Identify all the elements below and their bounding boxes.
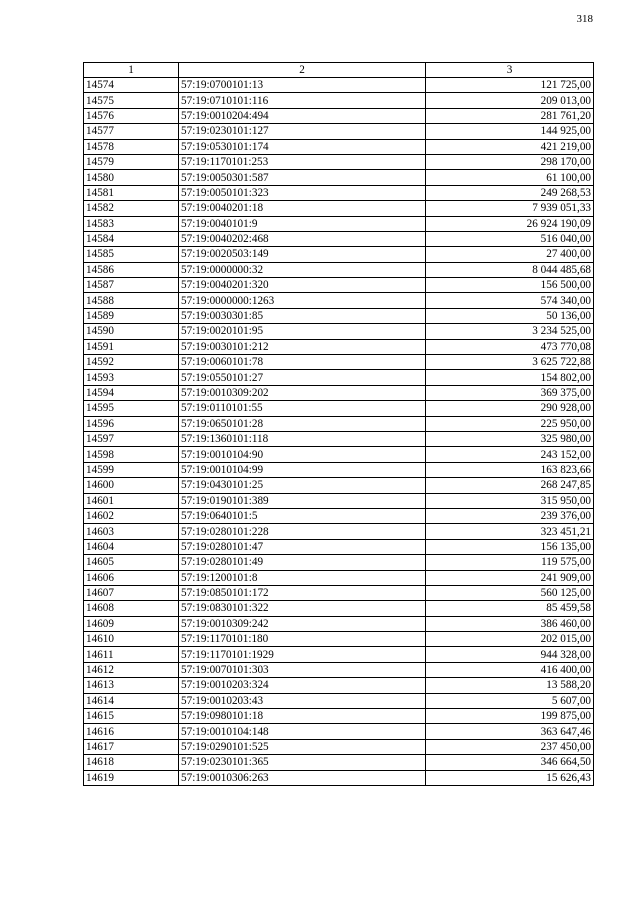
- table-row: [84, 570, 594, 585]
- row-number-cell: 14581: [84, 185, 179, 200]
- cadastral-number-cell: 57:19:0000000:32: [179, 262, 426, 277]
- registry-table: [83, 62, 594, 786]
- row-number-cell: 14575: [84, 93, 179, 108]
- value-cell: 290 928,00: [426, 401, 594, 416]
- row-number-cell: 14612: [84, 662, 179, 677]
- row-number-cell: 14616: [84, 724, 179, 739]
- value-cell: 61 100,00: [426, 170, 594, 185]
- value-cell: 3 625 722,88: [426, 355, 594, 370]
- table-row: [84, 370, 594, 385]
- table-row: [84, 308, 594, 323]
- table-header: [84, 63, 594, 78]
- value-cell: 363 647,46: [426, 724, 594, 739]
- cadastral-number-cell: 57:19:0230101:127: [179, 124, 426, 139]
- table-row: [84, 585, 594, 600]
- cadastral-number-cell: 57:19:0010309:242: [179, 616, 426, 631]
- row-number-cell: 14600: [84, 478, 179, 493]
- row-number-cell: 14580: [84, 170, 179, 185]
- value-cell: 50 136,00: [426, 308, 594, 323]
- row-number-cell: 14609: [84, 616, 179, 631]
- row-number-cell: 14574: [84, 78, 179, 93]
- row-number-cell: 14615: [84, 709, 179, 724]
- row-number-cell: 14579: [84, 154, 179, 169]
- value-cell: 237 450,00: [426, 739, 594, 754]
- table-row: [84, 339, 594, 354]
- cadastral-number-cell: 57:19:0040202:468: [179, 231, 426, 246]
- row-number-cell: 14596: [84, 416, 179, 431]
- cadastral-number-cell: 57:19:0280101:47: [179, 539, 426, 554]
- cadastral-number-cell: 57:19:0830101:322: [179, 601, 426, 616]
- table-row: [84, 601, 594, 616]
- row-number-cell: 14598: [84, 447, 179, 462]
- row-number-cell: 14592: [84, 355, 179, 370]
- cadastral-number-cell: 57:19:1170101:253: [179, 154, 426, 169]
- row-number-cell: 14599: [84, 462, 179, 477]
- row-number-cell: 14617: [84, 739, 179, 754]
- value-cell: 5 607,00: [426, 693, 594, 708]
- cadastral-number-cell: 57:19:0030101:212: [179, 339, 426, 354]
- row-number-cell: 14590: [84, 324, 179, 339]
- table-row: [84, 201, 594, 216]
- value-cell: 386 460,00: [426, 616, 594, 631]
- value-cell: 323 451,21: [426, 524, 594, 539]
- table-row: [84, 401, 594, 416]
- table-row: [84, 124, 594, 139]
- row-number-cell: 14578: [84, 139, 179, 154]
- cadastral-number-cell: 57:19:0010104:99: [179, 462, 426, 477]
- table-row: [84, 139, 594, 154]
- value-cell: 202 015,00: [426, 632, 594, 647]
- table-row: [84, 231, 594, 246]
- value-cell: 944 328,00: [426, 647, 594, 662]
- header-col-2: 2: [179, 63, 426, 78]
- value-cell: 325 980,00: [426, 431, 594, 446]
- table-row: [84, 555, 594, 570]
- table-row: [84, 739, 594, 754]
- row-number-cell: 14597: [84, 431, 179, 446]
- cadastral-number-cell: 57:19:1170101:180: [179, 632, 426, 647]
- table-row: [84, 508, 594, 523]
- cadastral-number-cell: 57:19:0040101:9: [179, 216, 426, 231]
- table-row: [84, 108, 594, 123]
- value-cell: 416 400,00: [426, 662, 594, 677]
- cadastral-number-cell: 57:19:0530101:174: [179, 139, 426, 154]
- row-number-cell: 14611: [84, 647, 179, 662]
- table-row: [84, 78, 594, 93]
- cadastral-number-cell: 57:19:0640101:5: [179, 508, 426, 523]
- value-cell: 473 770,08: [426, 339, 594, 354]
- value-cell: 268 247,85: [426, 478, 594, 493]
- table-row: [84, 416, 594, 431]
- table-row: [84, 170, 594, 185]
- row-number-cell: 14608: [84, 601, 179, 616]
- row-number-cell: 14582: [84, 201, 179, 216]
- table-row: [84, 755, 594, 770]
- row-number-cell: 14602: [84, 508, 179, 523]
- value-cell: 156 135,00: [426, 539, 594, 554]
- header-col-1: 1: [84, 63, 179, 78]
- cadastral-number-cell: 57:19:0050101:323: [179, 185, 426, 200]
- cadastral-number-cell: 57:19:1200101:8: [179, 570, 426, 585]
- cadastral-number-cell: 57:19:0030301:85: [179, 308, 426, 323]
- value-cell: 119 575,00: [426, 555, 594, 570]
- table-row: [84, 278, 594, 293]
- cadastral-number-cell: 57:19:0020503:149: [179, 247, 426, 262]
- cadastral-number-cell: 57:19:0010306:263: [179, 770, 426, 785]
- value-cell: 346 664,50: [426, 755, 594, 770]
- row-number-cell: 14610: [84, 632, 179, 647]
- cadastral-number-cell: 57:19:0000000:1263: [179, 293, 426, 308]
- table-row: [84, 185, 594, 200]
- cadastral-number-cell: 57:19:1360101:118: [179, 431, 426, 446]
- value-cell: 241 909,00: [426, 570, 594, 585]
- row-number-cell: 14584: [84, 231, 179, 246]
- value-cell: 315 950,00: [426, 493, 594, 508]
- table-row: [84, 447, 594, 462]
- value-cell: 15 626,43: [426, 770, 594, 785]
- value-cell: 243 152,00: [426, 447, 594, 462]
- cadastral-number-cell: 57:19:1170101:1929: [179, 647, 426, 662]
- table-row: [84, 770, 594, 785]
- row-number-cell: 14604: [84, 539, 179, 554]
- table-row: [84, 154, 594, 169]
- value-cell: 154 802,00: [426, 370, 594, 385]
- cadastral-number-cell: 57:19:0550101:27: [179, 370, 426, 385]
- cadastral-number-cell: 57:19:0010203:324: [179, 678, 426, 693]
- table-row: [84, 216, 594, 231]
- table-row: [84, 693, 594, 708]
- cadastral-number-cell: 57:19:0010104:148: [179, 724, 426, 739]
- row-number-cell: 14591: [84, 339, 179, 354]
- value-cell: 281 761,20: [426, 108, 594, 123]
- table-row: [84, 478, 594, 493]
- cadastral-number-cell: 57:19:0710101:116: [179, 93, 426, 108]
- table-row: [84, 355, 594, 370]
- table-row: [84, 647, 594, 662]
- cadastral-number-cell: 57:19:0040201:18: [179, 201, 426, 216]
- cadastral-number-cell: 57:19:0050301:587: [179, 170, 426, 185]
- value-cell: 516 040,00: [426, 231, 594, 246]
- value-cell: 121 725,00: [426, 78, 594, 93]
- cadastral-number-cell: 57:19:0280101:49: [179, 555, 426, 570]
- cadastral-number-cell: 57:19:0010309:202: [179, 385, 426, 400]
- row-number-cell: 14614: [84, 693, 179, 708]
- table-row: [84, 662, 594, 677]
- row-number-cell: 14601: [84, 493, 179, 508]
- row-number-cell: 14595: [84, 401, 179, 416]
- cadastral-number-cell: 57:19:0110101:55: [179, 401, 426, 416]
- table-row: [84, 493, 594, 508]
- value-cell: 574 340,00: [426, 293, 594, 308]
- value-cell: 199 875,00: [426, 709, 594, 724]
- cadastral-number-cell: 57:19:0020101:95: [179, 324, 426, 339]
- row-number-cell: 14585: [84, 247, 179, 262]
- table-row: [84, 678, 594, 693]
- value-cell: 209 013,00: [426, 93, 594, 108]
- value-cell: 421 219,00: [426, 139, 594, 154]
- page-number: 318: [576, 13, 593, 25]
- row-number-cell: 14619: [84, 770, 179, 785]
- header-row: [84, 63, 594, 78]
- table-row: [84, 616, 594, 631]
- row-number-cell: 14606: [84, 570, 179, 585]
- value-cell: 369 375,00: [426, 385, 594, 400]
- value-cell: 27 400,00: [426, 247, 594, 262]
- value-cell: 163 823,66: [426, 462, 594, 477]
- value-cell: 156 500,00: [426, 278, 594, 293]
- value-cell: 239 376,00: [426, 508, 594, 523]
- row-number-cell: 14613: [84, 678, 179, 693]
- table-row: [84, 293, 594, 308]
- row-number-cell: 14594: [84, 385, 179, 400]
- table-row: [84, 93, 594, 108]
- cadastral-number-cell: 57:19:0010104:90: [179, 447, 426, 462]
- table-row: [84, 709, 594, 724]
- cadastral-number-cell: 57:19:0700101:13: [179, 78, 426, 93]
- cadastral-number-cell: 57:19:0070101:303: [179, 662, 426, 677]
- value-cell: 144 925,00: [426, 124, 594, 139]
- table-row: [84, 262, 594, 277]
- cadastral-number-cell: 57:19:0060101:78: [179, 355, 426, 370]
- value-cell: 26 924 190,09: [426, 216, 594, 231]
- table-row: [84, 324, 594, 339]
- cadastral-number-cell: 57:19:0850101:172: [179, 585, 426, 600]
- table-row: [84, 539, 594, 554]
- cadastral-number-cell: 57:19:0010203:43: [179, 693, 426, 708]
- row-number-cell: 14587: [84, 278, 179, 293]
- cadastral-number-cell: 57:19:0230101:365: [179, 755, 426, 770]
- value-cell: 298 170,00: [426, 154, 594, 169]
- header-col-3: 3: [426, 63, 594, 78]
- row-number-cell: 14593: [84, 370, 179, 385]
- row-number-cell: 14576: [84, 108, 179, 123]
- value-cell: 8 044 485,68: [426, 262, 594, 277]
- row-number-cell: 14605: [84, 555, 179, 570]
- cadastral-number-cell: 57:19:0650101:28: [179, 416, 426, 431]
- value-cell: 7 939 051,33: [426, 201, 594, 216]
- table-row: [84, 462, 594, 477]
- table-row: [84, 247, 594, 262]
- cadastral-number-cell: 57:19:0010204:494: [179, 108, 426, 123]
- value-cell: 560 125,00: [426, 585, 594, 600]
- row-number-cell: 14603: [84, 524, 179, 539]
- row-number-cell: 14607: [84, 585, 179, 600]
- value-cell: 225 950,00: [426, 416, 594, 431]
- table-body: [84, 78, 594, 786]
- value-cell: 3 234 525,00: [426, 324, 594, 339]
- row-number-cell: 14577: [84, 124, 179, 139]
- row-number-cell: 14586: [84, 262, 179, 277]
- cadastral-number-cell: 57:19:0040201:320: [179, 278, 426, 293]
- cadastral-number-cell: 57:19:0980101:18: [179, 709, 426, 724]
- row-number-cell: 14588: [84, 293, 179, 308]
- row-number-cell: 14589: [84, 308, 179, 323]
- table-row: [84, 385, 594, 400]
- value-cell: 249 268,53: [426, 185, 594, 200]
- cadastral-number-cell: 57:19:0190101:389: [179, 493, 426, 508]
- value-cell: 85 459,58: [426, 601, 594, 616]
- cadastral-number-cell: 57:19:0290101:525: [179, 739, 426, 754]
- table-row: [84, 431, 594, 446]
- row-number-cell: 14583: [84, 216, 179, 231]
- table-row: [84, 724, 594, 739]
- table-row: [84, 632, 594, 647]
- table-row: [84, 524, 594, 539]
- cadastral-number-cell: 57:19:0280101:228: [179, 524, 426, 539]
- cadastral-number-cell: 57:19:0430101:25: [179, 478, 426, 493]
- value-cell: 13 588,20: [426, 678, 594, 693]
- row-number-cell: 14618: [84, 755, 179, 770]
